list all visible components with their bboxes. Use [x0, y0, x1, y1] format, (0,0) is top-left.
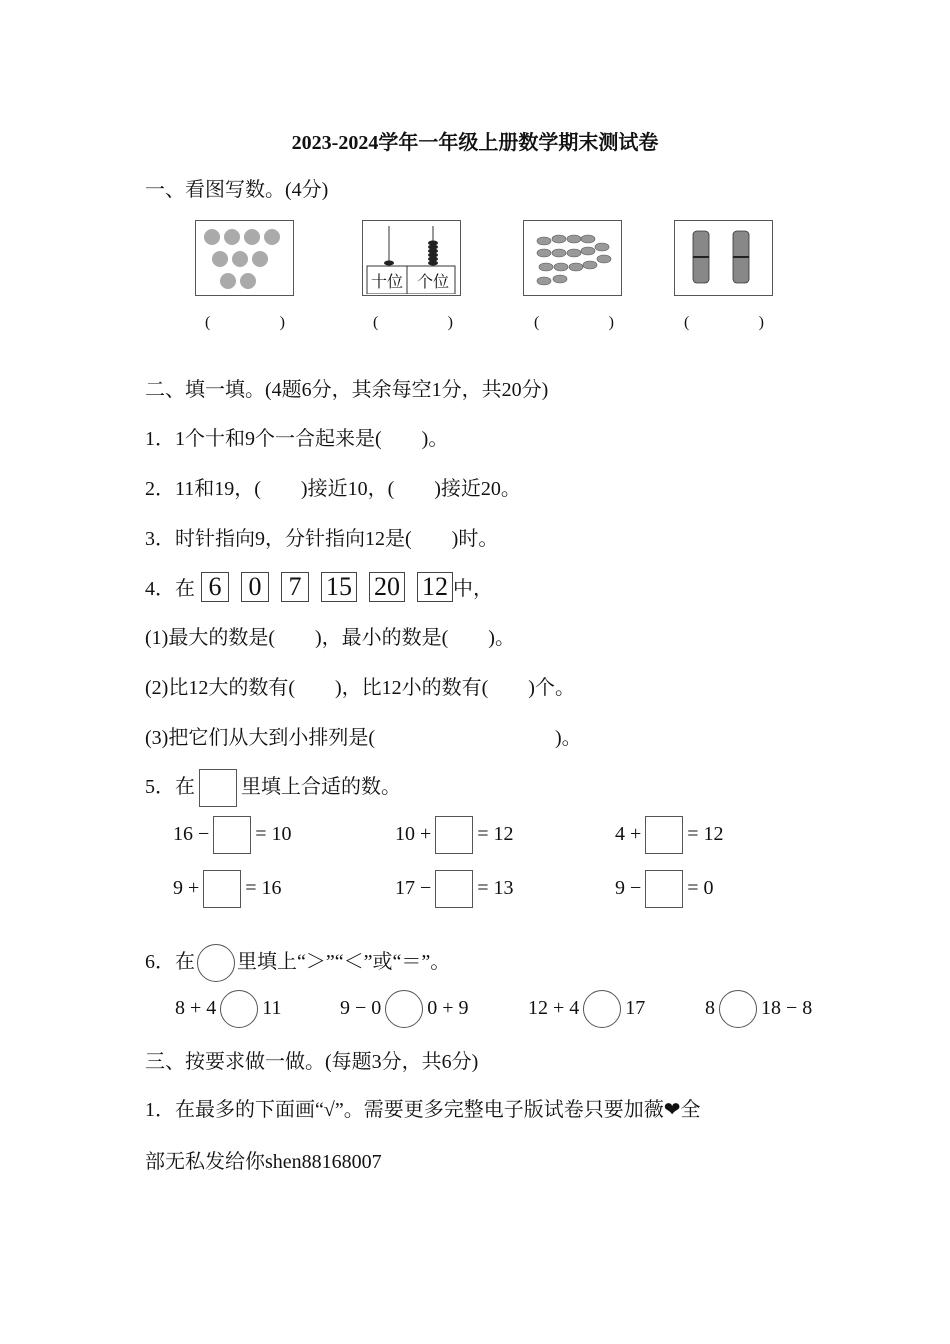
question-2-4-1: (1)最大的数是( )，最小的数是( )。 [145, 627, 515, 649]
cmp-right: 11 [262, 997, 282, 1019]
eq-right: = 10 [255, 823, 292, 845]
equation [615, 815, 724, 854]
paren-close: ) [279, 314, 285, 331]
eq-left: 9 + [173, 877, 200, 899]
blank-circle-icon [197, 944, 235, 982]
answer-circle[interactable] [385, 990, 423, 1028]
cmp-right: 0 + 9 [427, 997, 469, 1019]
cmp-left: 8 [705, 997, 715, 1019]
question-2-4-2: (2)比12大的数有( )，比12小的数有( )个。 [145, 677, 575, 699]
number-card: 12 [417, 572, 453, 602]
answer-box[interactable] [435, 816, 473, 854]
paren-open: ( [684, 314, 690, 331]
answer-paren-4[interactable] [684, 314, 764, 332]
eq-right: = 16 [245, 877, 282, 899]
section-2-heading: 二、填一填。(4题6分，其余每空1分，共20分) [145, 379, 549, 401]
cmp-left: 8 + 4 [175, 997, 217, 1019]
comparison [528, 989, 645, 1028]
number-card: 7 [281, 572, 309, 602]
question-2-4-3: (3)把它们从大到小排列是( )。 [145, 727, 582, 749]
paren-open: ( [373, 314, 379, 331]
stick-bundles-picture [674, 220, 773, 296]
number-card: 15 [321, 572, 357, 602]
answer-circle[interactable] [719, 990, 757, 1028]
comparison [340, 989, 469, 1028]
answer-box[interactable] [213, 816, 251, 854]
leaves-picture-2 [523, 220, 622, 296]
comparison [705, 989, 812, 1028]
cmp-left: 12 + 4 [528, 997, 580, 1019]
answer-box[interactable] [645, 816, 683, 854]
question-3-1: 1．在最多的下面画“√”。需要更多完整电子版试卷只要加薇❤全 [145, 1099, 701, 1121]
blank-box-icon [199, 769, 237, 807]
cmp-right: 18 − 8 [761, 997, 813, 1019]
answer-box[interactable] [645, 870, 683, 908]
question-3-1-cont: 部无私发给你shen88168007 [145, 1151, 382, 1173]
q6-suffix: 里填上“＞”“＜”或“＝”。 [237, 951, 451, 973]
eq-left: 16 − [173, 823, 210, 845]
leaf-icon [524, 221, 620, 294]
eq-left: 9 − [615, 877, 642, 899]
answer-paren-2[interactable] [373, 314, 453, 332]
answer-circle[interactable] [220, 990, 258, 1028]
tens-label: 十位 [371, 274, 404, 291]
maple-leaf-icon [196, 221, 292, 294]
number-card: 0 [241, 572, 269, 602]
cmp-left: 9 − 0 [340, 997, 382, 1019]
section-1-heading: 一、看图写数。(4分) [145, 179, 329, 201]
paren-close: ) [447, 314, 453, 331]
eq-left: 10 + [395, 823, 432, 845]
answer-box[interactable] [203, 870, 241, 908]
q4-prefix: 4．在 [145, 578, 195, 600]
eq-right: = 12 [687, 823, 724, 845]
page-title: 2023-2024学年一年级上册数学期末测试卷 [291, 132, 659, 154]
number-card: 6 [201, 572, 229, 602]
q6-prefix: 6．在 [145, 951, 195, 973]
equation [615, 869, 714, 908]
equation [395, 869, 514, 908]
answer-paren-3[interactable] [534, 314, 614, 332]
question-2-1: 1．1个十和9个一合起来是( )。 [145, 428, 449, 450]
answer-paren-1[interactable] [205, 314, 285, 332]
section-3-heading: 三、按要求做一做。(每题3分，共6分) [145, 1051, 479, 1073]
eq-right: = 0 [687, 877, 714, 899]
eq-right: = 13 [477, 877, 514, 899]
abacus-picture [362, 220, 461, 296]
answer-circle[interactable] [583, 990, 621, 1028]
paren-open: ( [205, 314, 211, 331]
leaves-picture [195, 220, 294, 296]
question-2-5 [145, 768, 401, 807]
q5-suffix: 里填上合适的数。 [241, 776, 401, 798]
question-2-3: 3．时针指向9，分针指向12是( )时。 [145, 528, 499, 550]
question-2-2: 2．11和19，( )接近10，( )接近20。 [145, 478, 521, 500]
question-2-4 [145, 572, 493, 605]
paren-open: ( [534, 314, 540, 331]
equation [173, 869, 282, 908]
question-2-6 [145, 943, 450, 982]
equation [173, 815, 292, 854]
comparison [175, 989, 282, 1028]
ones-label: 个位 [417, 274, 450, 291]
cmp-right: 17 [625, 997, 646, 1019]
eq-left: 4 + [615, 823, 642, 845]
q5-prefix: 5．在 [145, 776, 195, 798]
number-card: 20 [369, 572, 405, 602]
q4-suffix: 中， [453, 578, 493, 600]
stick-bundle-icon [675, 221, 771, 294]
eq-left: 17 − [395, 877, 432, 899]
eq-right: = 12 [477, 823, 514, 845]
answer-box[interactable] [435, 870, 473, 908]
equation [395, 815, 514, 854]
paren-close: ) [758, 314, 764, 331]
paren-close: ) [608, 314, 614, 331]
